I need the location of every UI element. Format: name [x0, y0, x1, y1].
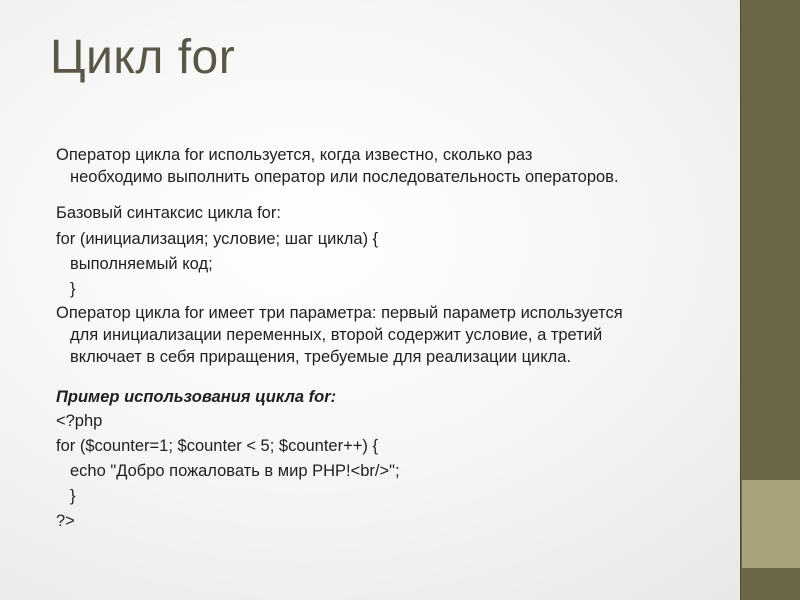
decorative-sidebar-accent [742, 480, 800, 568]
example-line5: ?> [56, 512, 75, 530]
spacer [56, 368, 746, 386]
slide-body [56, 144, 746, 532]
paragraph1-line2: необходимо выполнить оператор или последовательность операторов. [70, 168, 619, 186]
syntax-line3: } [70, 280, 76, 298]
syntax-heading: Базовый синтаксис цикла for: [56, 204, 281, 222]
syntax-line2: выполняемый код; [70, 255, 213, 273]
slide-title: Цикл for [50, 31, 236, 84]
paragraph2-line2: для инициализации переменных, второй содержит условие, а третий [70, 326, 603, 344]
example-line1: <?php [56, 412, 103, 430]
paragraph1-line1: Оператор цикла for используется, когда известно, сколько раз [56, 146, 533, 164]
paragraph2-line3: включает в себя приращения, требуемые для реализации цикла. [70, 348, 572, 366]
example-heading: Пример использования цикла for: [56, 388, 337, 406]
paragraph2-line1: Оператор цикла for имеет три параметра: первый параметр используется [56, 304, 623, 322]
spacer [56, 188, 746, 202]
example-line3: echo "Добро пожаловать в мир PHP!<br/>"; [70, 462, 400, 480]
syntax-line1: for (инициализация; условие; шаг цикла) { [56, 230, 379, 248]
example-line4: } [70, 487, 76, 505]
example-line2: for ($counter=1; $counter < 5; $counter++) { [56, 437, 378, 455]
